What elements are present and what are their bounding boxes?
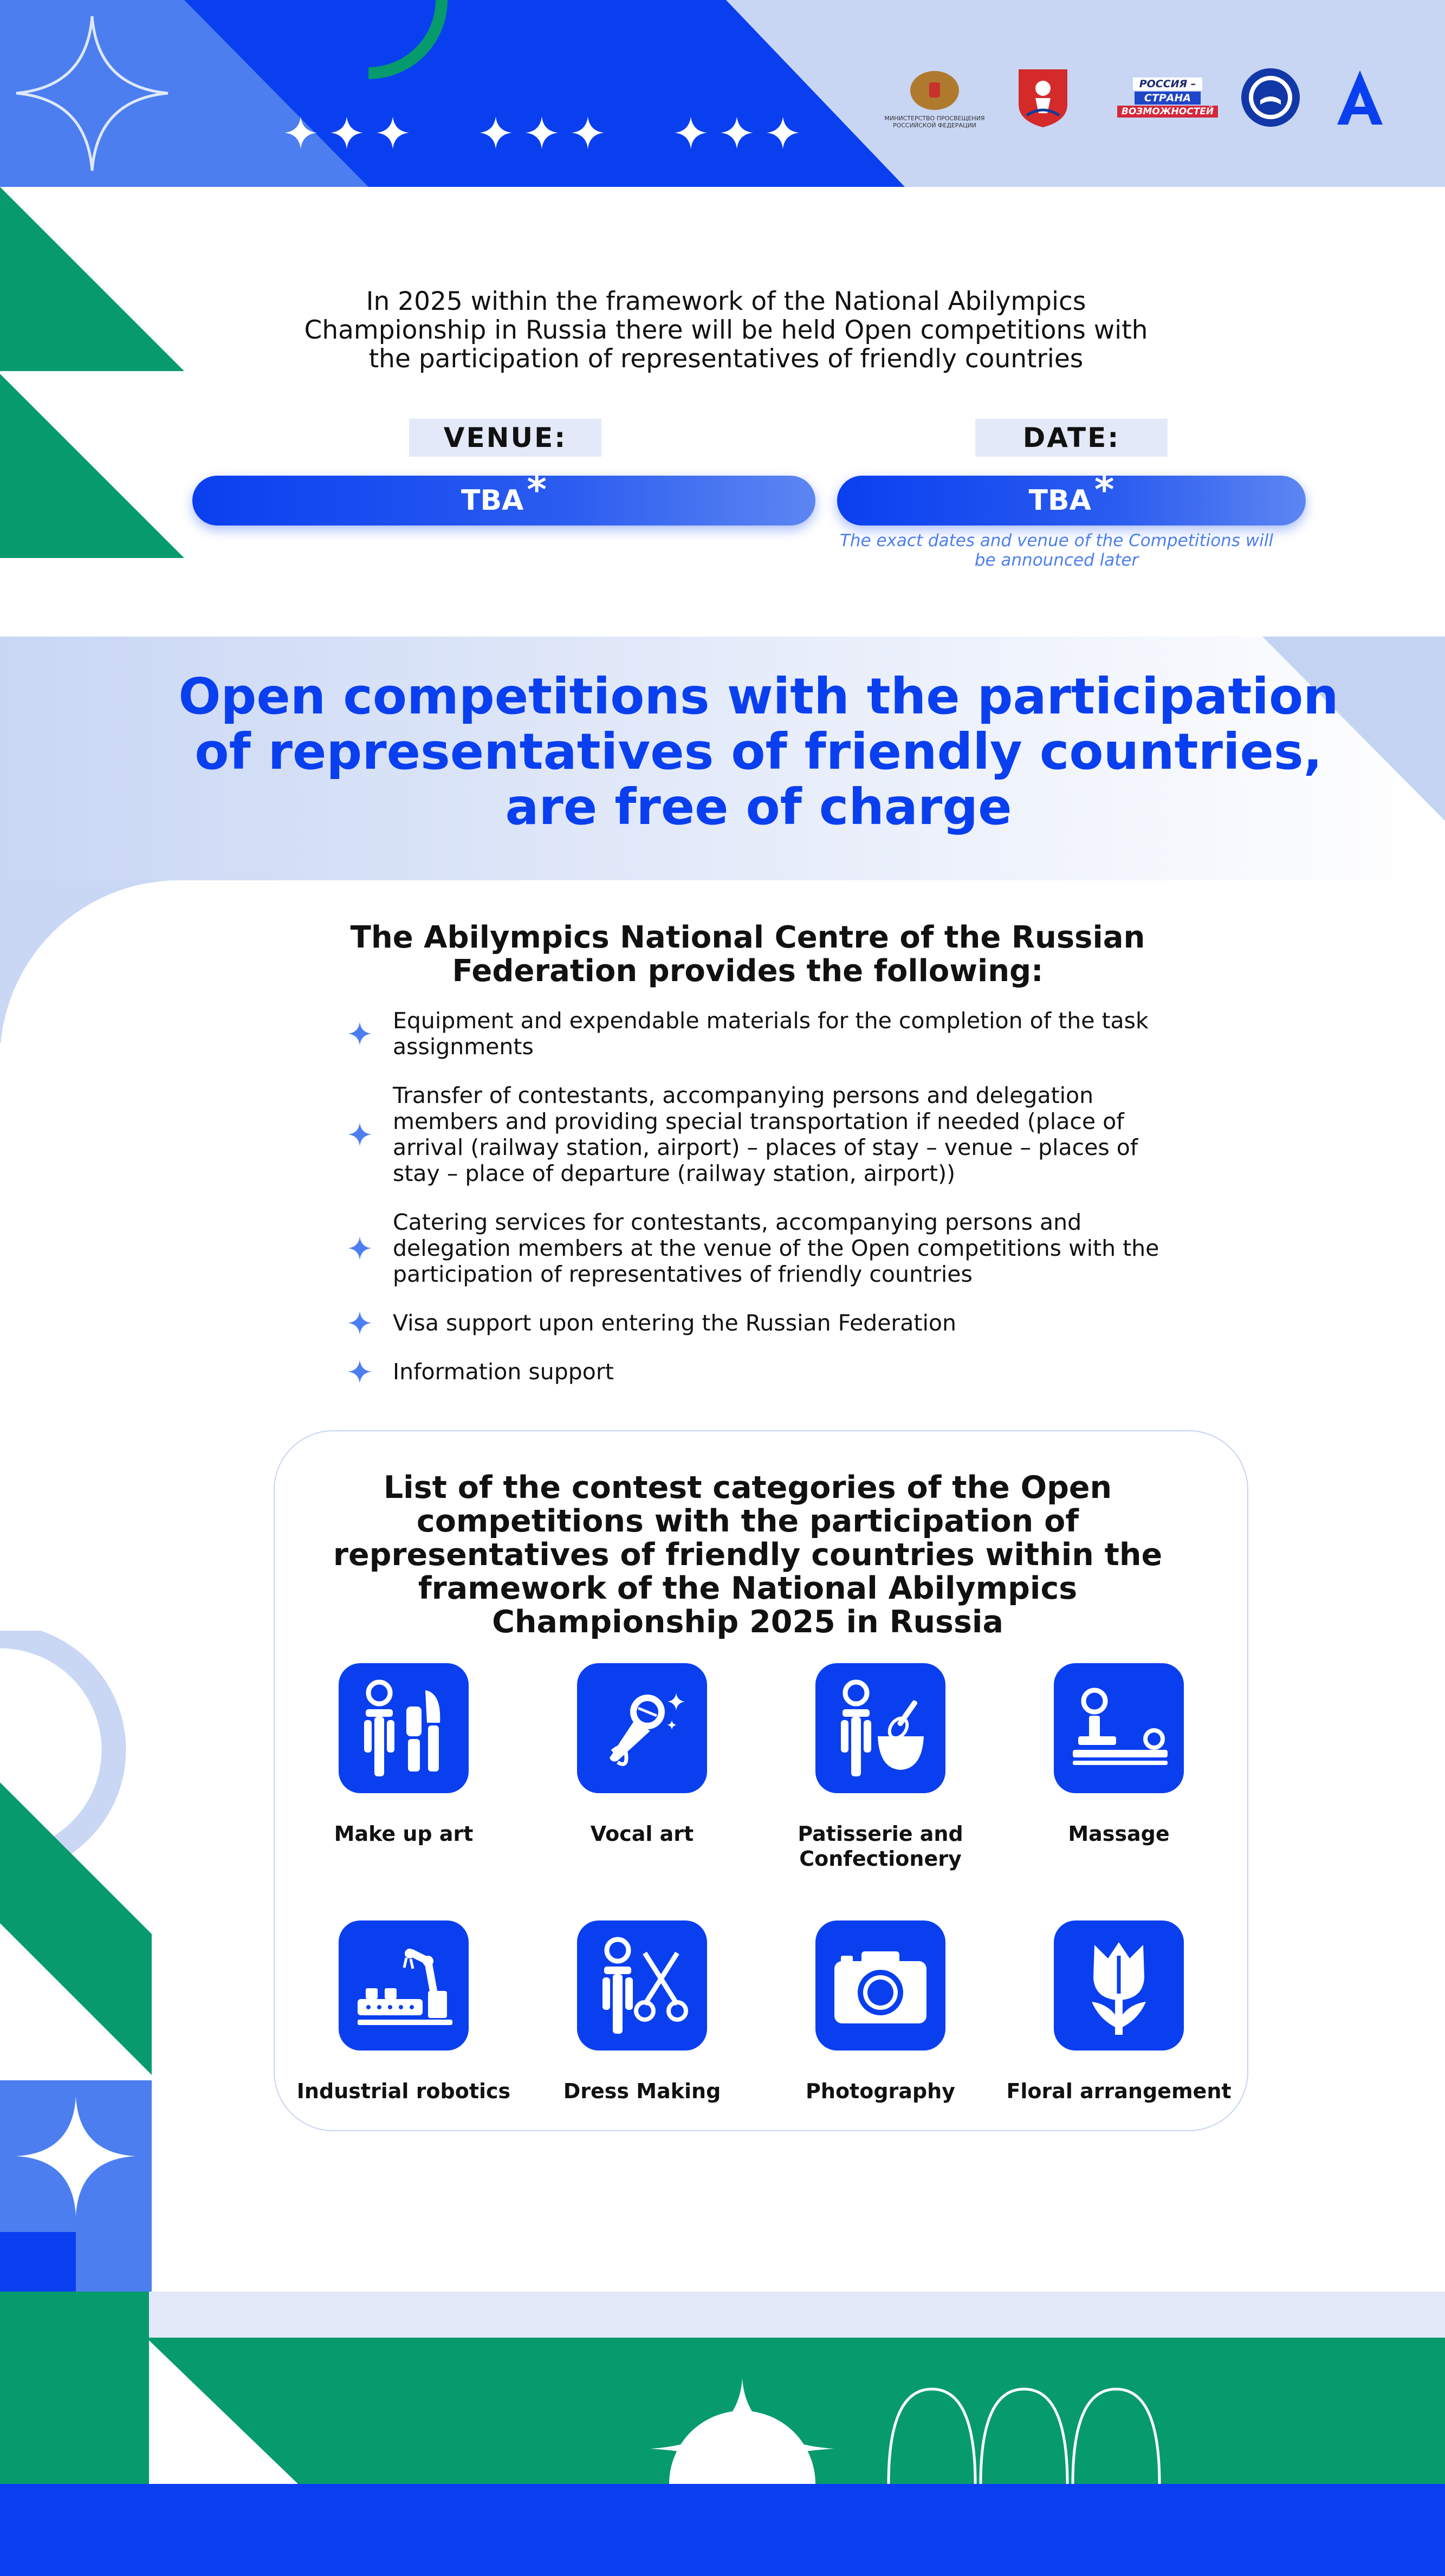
- russia-logo-line3: ВОЗМОЖНОСТЕЙ: [1117, 106, 1218, 118]
- moscow-logo: [1013, 65, 1073, 130]
- abilympics-logo: [1330, 65, 1390, 130]
- scissors-icon: [577, 1920, 707, 2051]
- header-band: [0, 0, 1445, 187]
- provision-text: Transfer of contestants, accompanying persons and delegation members and providing special transportation if needed (place of arrival (railway station, airport) – places of stay – venue – places of stay – place of departure (railway station, airport)): [393, 1082, 1138, 1186]
- stars-row: [282, 114, 802, 152]
- category-industrial-robotics: [284, 1920, 523, 2104]
- venue-asterisk: *: [527, 468, 547, 512]
- provision-text: Catering services for contestants, accompanying persons and delegation members at the venue of the Open competitions with the participation of representatives of friendly countries: [393, 1209, 1159, 1287]
- category-patisserie: [761, 1663, 1000, 1871]
- list-item: [347, 1359, 1159, 1385]
- venue-value: TBA: [461, 484, 524, 517]
- date-value-pill: [837, 468, 1306, 525]
- category-dress-making: [523, 1920, 761, 2104]
- university-emblem-icon: [1240, 67, 1302, 129]
- robot-arm-icon: [339, 1920, 469, 2051]
- sparkle-bullet-icon: [347, 1121, 373, 1147]
- russia-logo-line1: РОССИЯ –: [1133, 77, 1203, 90]
- eagle-emblem-icon: [905, 66, 964, 115]
- provision-text: Visa support upon entering the Russian Federation: [393, 1310, 956, 1336]
- intro-text: In 2025 within the framework of the National Abilympics Championship in Russia there will be held Open competitions with the participation of representatives of friendly countries: [304, 287, 1148, 374]
- camera-icon: [815, 1920, 945, 2051]
- sparkle-bullet-icon: [347, 1310, 373, 1336]
- abilympics-a-icon: [1333, 68, 1387, 127]
- category-make-up-art: [284, 1663, 523, 1846]
- venue-value-pill: [192, 468, 815, 525]
- date-value: TBA: [1028, 484, 1091, 517]
- russia-logo-line2: СТРАНА: [1135, 92, 1201, 105]
- date-asterisk: *: [1094, 468, 1114, 512]
- category-photography: [761, 1920, 1000, 2104]
- list-item: [347, 1082, 1159, 1186]
- category-vocal-art: [523, 1663, 761, 1846]
- footer-decoration: [0, 2292, 1445, 2487]
- whisk-bowl-icon: [815, 1663, 945, 1793]
- ministry-caption: МИНИСТЕРСТВО ПРОСВЕЩЕНИЯ РОССИЙСКОЙ ФЕДЕРАЦИИ: [884, 115, 985, 129]
- list-item: [347, 1310, 1159, 1336]
- header-square: [0, 0, 184, 187]
- category-massage: [1000, 1663, 1238, 1846]
- tulip-icon: [1054, 1920, 1184, 2051]
- sparkle-bullet-icon: [347, 1021, 373, 1047]
- green-triangles-decoration-front: [0, 187, 184, 561]
- left-side-decoration: [0, 1631, 152, 2335]
- category-label: Patisserie and Confectionery: [798, 1822, 963, 1871]
- provision-text: Information support: [393, 1359, 614, 1385]
- arc-decoration: [368, 0, 477, 81]
- list-item: [347, 1209, 1159, 1287]
- massage-table-icon: [1054, 1663, 1184, 1793]
- sparkle-bullet-icon: [347, 1235, 373, 1261]
- category-label: Massage: [1068, 1822, 1170, 1846]
- category-label: Make up art: [334, 1822, 474, 1846]
- category-label: Photography: [806, 2079, 955, 2103]
- category-floral-arrangement: [1000, 1920, 1238, 2104]
- category-label: Dress Making: [563, 2079, 721, 2103]
- moscow-shield-icon: [1016, 67, 1070, 129]
- provision-text: Equipment and expendable materials for the completion of the task assignments: [393, 1008, 1149, 1060]
- categories-title: List of the contest categories of the Open competitions with the participation of representatives of friendly countries within the framework of the National Abilympics Championship 2025 in Russia: [333, 1470, 1163, 1640]
- venue-label: VENUE:: [409, 419, 601, 457]
- footer-blue-band: [0, 2484, 1445, 2576]
- date-label: DATE:: [975, 419, 1168, 457]
- headline: Open competitions with the participation of representatives of friendly countries, are free of charge: [178, 667, 1339, 836]
- sparkle-bullet-icon: [347, 1359, 373, 1385]
- provisions-list: [347, 1008, 1159, 1407]
- provides-heading: The Abilympics National Centre of the Russian Federation provides the following:: [350, 920, 1145, 989]
- category-label: Floral arrangement: [1006, 2079, 1232, 2103]
- category-label: Vocal art: [590, 1822, 694, 1846]
- category-label: Industrial robotics: [296, 2079, 511, 2103]
- university-logo: [1238, 65, 1303, 130]
- sparkle-icon: [0, 0, 184, 187]
- ministry-logo: [880, 65, 989, 130]
- russia-opportunities-logo: [1122, 65, 1214, 130]
- microphone-icon: [577, 1663, 707, 1793]
- announcement-note: The exact dates and venue of the Competitions will be announced later: [839, 531, 1274, 570]
- list-item: [347, 1008, 1159, 1060]
- makeup-icon: [339, 1663, 469, 1793]
